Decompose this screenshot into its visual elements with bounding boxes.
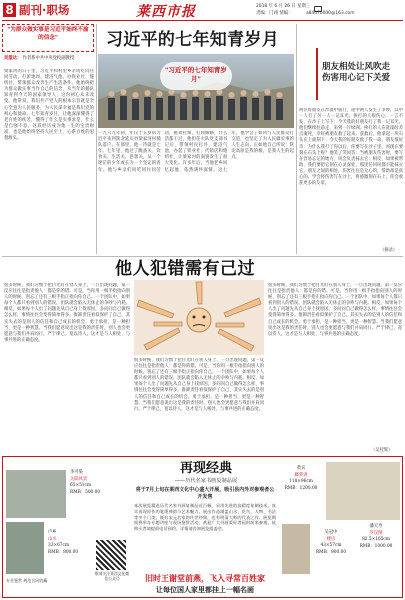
photo-caption: "习近平的七年知青岁月": [165, 66, 227, 83]
side-article-body: 两位好朋友在沙漠中旅行，途中两人发生了争吵，其中一人打了另一人一记耳光。挨打的人很伤心，一言不发，在沙子上写下：今天我的好朋友打了我一记耳光。他们继续往前走，来到一片绿洲。挨打的人在洗澡时差点淹死，幸好被朋友救了起来。获救后，他拿起一块石头在上面刻下：今天我的好朋友救了我一命。朋友很好奇：为什么我打了你以后，你要写在沙子里，而现在要刻在石头上呢？他笑了笑回答：当被朋友伤害时，要写在容易忘记的地方，风会负责抹去它；相反，如果被帮助，我们要把它刻在心灵深处，那里任何风都不能抹灭它。朋友之间的相处，伤害往往是无心的，帮助却是真心的。学会将伤害写在沙上，将感激刻在石上，你会收获更多的友谊。: [299, 108, 403, 187]
column-divider-2: [296, 24, 297, 254]
ad-body: 本次展览精选历代名家书画复制品近百幅，采用先进的高精度复制技术，真实再现原作的笔墨神韵与艺术魅力。展出作品涵盖山水、花鸟、人物、书法等多个门类，既有宋元名家的传世经典，也有明清大师的代表之作。展览期间将举办专题讲座与现场鉴赏活动，欢迎广大书画爱好者届时前来参观。欲购买者请提前电话预约，详情请咨询展览组委会。: [134, 503, 276, 532]
side-title-accent: [316, 48, 318, 100]
sidebar-quote: [2, 24, 94, 254]
editor-line: 责编：门翊 情编： a84470000@163.com: [256, 11, 355, 17]
main-article-photo: [98, 54, 294, 128]
side-article-title: 朋友相处让风吹走伤害用心记下关爱: [321, 62, 390, 83]
artwork-info-4: 吴冠中 楼房 43×57cm RMB：900.00: [315, 530, 347, 555]
section-title: 副刊·职场: [19, 3, 70, 17]
main-article-body: 一九六九年初，年仅十五岁的习近平来到陕北延川县梁家河村插队落户。在那里，他一待就是七年。七年里，他过了跳蚤关、饮食关、生活关、思想关，从一个迷茫的少年成长为一个坚定的青年。他与乡亲们同吃同住同劳动，挑粪拉煤、打坝修路，什么活都干过。他担任大队党支部书记后，带领村民打井、建沼气池，办起了铁业社、代销店和缝纫社，让梁家河的面貌发生了很大变化。许多年后，当地老乡回忆起他，依然满怀深情。这七年，他学会了如何与人民群众打交道，也坚定了为人民做实事的人生志向。正如他自己所说：陕北高原是我的根，是我人生的起点。: [98, 131, 294, 173]
artwork-thumb-1: [6, 470, 66, 518]
side-article-source: （摘录）: [380, 248, 398, 253]
envelope-icon: [314, 6, 322, 12]
ad-slogan-2: 让每位国人家里都挂上一幅名画: [156, 586, 254, 594]
column-divider: [96, 24, 97, 254]
artwork-info-2: 卢乡 山水 33×67cm RMB：800.00: [48, 530, 79, 555]
section-divider: [2, 256, 403, 257]
header-rule: [2, 20, 403, 21]
qr-code-icon: [96, 540, 126, 570]
quote-title: "为群众做实事是习近平始终不渝的信念": [7, 27, 89, 41]
artwork-thumb-3: [326, 462, 400, 520]
artwork-thumb-2: [6, 522, 44, 574]
artwork-thumb-4: [282, 524, 310, 574]
ad-headline: 将于7月上旬在莱西文化中心盛大开展，吸引县内外对参观者公开发售: [135, 487, 275, 500]
feature-body-middle: 很多时候，我们习惯于把目光盯在别人身上，一旦出现问题，第一反应往往是指责他人：都是你的错。可是，当你用一根手指指向别人的时候，别忘了还有三根手指正指向你自己。一个团队中，如果每个人都只看到别人的错误，团队就会陷入无休止的争吵与内耗。相反，如果每个人出了问题先从自己身上找原因，多问问自己做得怎么样，事情往往会变得简单得多。推卸责任看似保护了自己，其实失去的是别人的信任和自己成长的机会。勇于承担，是一种担当，更是一种智慧。当我们愿意说出这是我的责任时，别人也会更愿意与我们并肩同行。严于律己、宽以待人，这才是与人相处、与事共进的正确态度。: [134, 358, 264, 412]
artwork-info-1: 李可染 关隔风景 65×51cm RMB：500.00: [70, 470, 101, 495]
quote-author-note: 作者系中共中央党校副教授: [22, 56, 75, 61]
feature-end-mark: （吴桂辉）: [371, 448, 393, 453]
masthead: 莱西市报: [136, 4, 196, 20]
artwork-info-5: 潘天寿 罗汉图 82.5×165cm RMB：1000.00: [359, 524, 393, 549]
ad-footer-note: 专业鉴赏 规范合同收藏: [6, 578, 48, 583]
ad-subtitle: ——历代名家书画复制品展: [174, 478, 238, 484]
quote-author-label: 吴望达：: [4, 56, 22, 61]
feature-body-right: 很多时候，我们习惯于把目光盯在别人身上，一旦出现问题，第一反应往往是指责他人：都是你的错。可是，当你用一根手指指向别人的时候，别忘了还有三根手指正指向你自己。一个团队中，如果每个人都只看到别人的错误，团队就会陷入无休止的争吵与内耗。相反，如果每个人出了问题先从自己身上找原因，多问问自己做得怎么样，事情往往会变得简单得多。推卸责任看似保护了自己，其实失去的是别人的信任和自己成长的机会。勇于承担，是一种担当，更是一种智慧。当我们愿意说出这是我的责任时，别人也会更愿意与我们并肩同行。严于律己、宽以待人，这才是与人相处、与事共进的正确态度。: [268, 283, 402, 337]
feature-body-left: 很多时候，我们习惯于把目光盯在别人身上，一旦出现问题，第一反应往往是指责他人：都是你的错。可是，当你用一根手指指向别人的时候，别忘了还有三根手指正指向你自己。一个团队中，如果每个人都只看到别人的错误，团队就会陷入无休止的争吵与内耗。相反，如果每个人出了问题先从自己身上找原因，多问问自己做得怎么样，事情往往会变得简单得多。推卸责任看似保护了自己，其实失去的是别人的信任和自己成长的机会。勇于承担，是一种担当，更是一种智慧。当我们愿意说出这是我的责任时，别人也会更愿意与我们并肩同行。严于律己、宽以待人，这才是与人相处、与事共进的正确态度。: [4, 283, 130, 343]
ad-title: 再现经典: [179, 461, 232, 476]
pointing-fingers-icon: [134, 280, 264, 355]
main-article-title: 习近平的七年知青岁月: [106, 30, 279, 50]
feature-title: 他人犯错需有己过: [115, 259, 255, 279]
date-line: 2018 年 6 月 26 日 星期三: [256, 4, 311, 9]
artwork-info-3: 黄宾 藤萝谱 118×96cm RMB：1200.00: [284, 466, 318, 491]
quote-body: 梁家河的日子里，习近平和村里乡亲同吃同住同劳动，打淤地坝、建沼气池、办铁业社、缝纫社，带领群众改善生产生活条件。他始终把为群众做实事当作自己的信念，从当年的插队知青到今天的国家领导人，这份初心从未改变。他常说，我们共产党人的根本宗旨就是全心全意为人民服务，为人民谋幸福是我们党的初心和使命。七年知青岁月，让他深深懂得了老百姓的疾苦，懂得了什么是实事求是，什么是自强不息。这段经历成为他一生的宝贵财富，也是他始终坚持人民至上、心系百姓的思想源头。: [4, 69, 94, 142]
ad-slogan-1: 旧时王谢堂前燕，飞入寻常百姓家: [145, 574, 265, 583]
hands-pointing-illustration: [134, 280, 264, 355]
page-number: 8: [3, 3, 16, 17]
qr-label: 敬请关注莱西文化微信公众号: [94, 571, 130, 581]
